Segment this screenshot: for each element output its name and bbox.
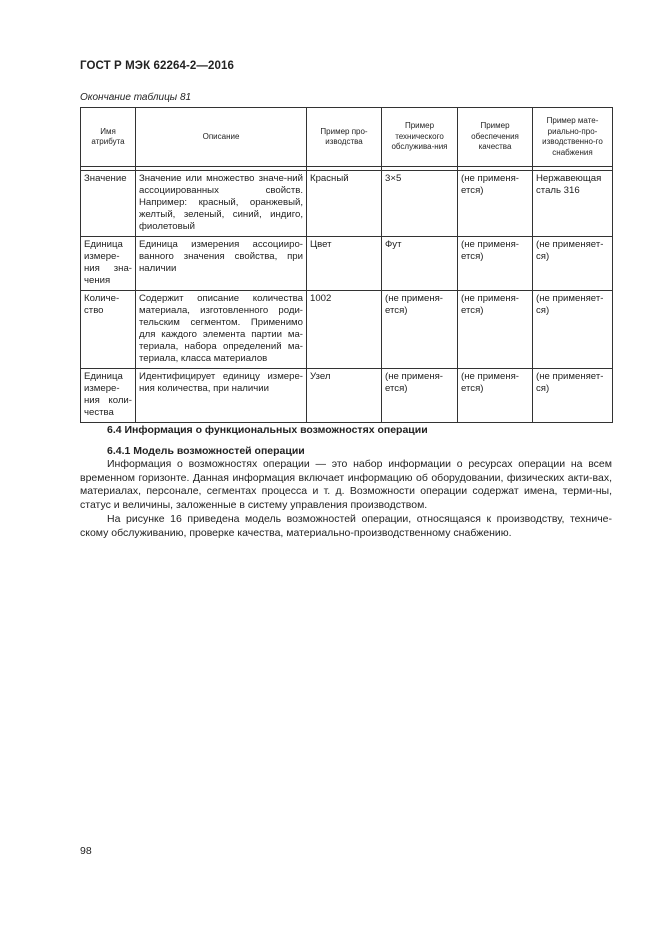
cell-description: Значение или множество значе-ний ассоциированных свойств. Например: красный, оранжевый, желтый, зеленый, синий, индиго, фиолетовый xyxy=(136,171,307,237)
cell-production: Красный xyxy=(307,171,382,237)
column-header-description: Описание xyxy=(136,108,307,167)
column-header-name: Имя атрибута xyxy=(81,108,136,167)
cell-quality: (не применя-ется) xyxy=(458,171,533,237)
cell-inventory: (не применяет-ся) xyxy=(533,291,613,369)
cell-quality: (не применя-ется) xyxy=(458,369,533,423)
page-number: 98 xyxy=(80,845,92,857)
cell-attribute-name: Единица измере-ния коли-чества xyxy=(81,369,136,423)
column-header-inventory: Пример мате-риально-про-изводственно-го снабжения xyxy=(533,108,613,167)
cell-description: Идентифицирует единицу измере-ния количества, при наличии xyxy=(136,369,307,423)
document-header: ГОСТ Р МЭК 62264-2—2016 xyxy=(80,60,234,72)
cell-description: Содержит описание количества материала, изготовленного роди-тельским сегментом. Применимо для каждого элемента партии ма-териала, набора определений ма-териала, класса материалов xyxy=(136,291,307,369)
table-row xyxy=(81,237,613,291)
cell-quality: (не применя-ется) xyxy=(458,291,533,369)
section-heading-6-4: 6.4 Информация о функциональных возможностях операции xyxy=(107,424,428,436)
cell-attribute-name: Количе-ство xyxy=(81,291,136,369)
cell-quality: (не применя-ется) xyxy=(458,237,533,291)
section-heading-6-4-1: 6.4.1 Модель возможностей операции xyxy=(107,445,305,457)
cell-attribute-name: Значение xyxy=(81,171,136,237)
table-row xyxy=(81,171,613,237)
paragraph: Информация о возможностях операции — это набор информации о ресурсах операции на всем временном горизонте. Данная информация включает информацию об оборудовании, физических акти-вах, материалах, персонале, сегментах процесса и т. д. Возможности операции содержат имена, терми-ны, статус и величины, заложенные в систему управления производством. xyxy=(80,458,612,511)
table-caption: Окончание таблицы 81 xyxy=(80,92,192,103)
cell-inventory: Нержавеющая сталь 316 xyxy=(533,171,613,237)
cell-attribute-name: Единица измере-ния зна-чения xyxy=(81,237,136,291)
table-header-row xyxy=(81,108,613,167)
cell-description: Единица измерения ассоцииро-ванного значения свойства, при наличии xyxy=(136,237,307,291)
column-header-quality: Пример обеспечения качества xyxy=(458,108,533,167)
cell-production: 1002 xyxy=(307,291,382,369)
paragraph: На рисунке 16 приведена модель возможностей операции, относящаяся к производству, техниче-скому обслуживанию, проверке качества, материально-производственному снабжению. xyxy=(80,513,612,539)
cell-production: Цвет xyxy=(307,237,382,291)
cell-maintenance: 3×5 xyxy=(382,171,458,237)
cell-inventory: (не применяет-ся) xyxy=(533,369,613,423)
cell-maintenance: Фут xyxy=(382,237,458,291)
cell-inventory: (не применяет-ся) xyxy=(533,237,613,291)
table-row xyxy=(81,291,613,369)
column-header-maintenance: Пример технического обслужива-ния xyxy=(382,108,458,167)
table-row xyxy=(81,369,613,423)
cell-maintenance: (не применя-ется) xyxy=(382,291,458,369)
column-header-production: Пример про-изводства xyxy=(307,108,382,167)
cell-production: Узел xyxy=(307,369,382,423)
cell-maintenance: (не применя-ется) xyxy=(382,369,458,423)
attribute-table xyxy=(80,107,613,423)
